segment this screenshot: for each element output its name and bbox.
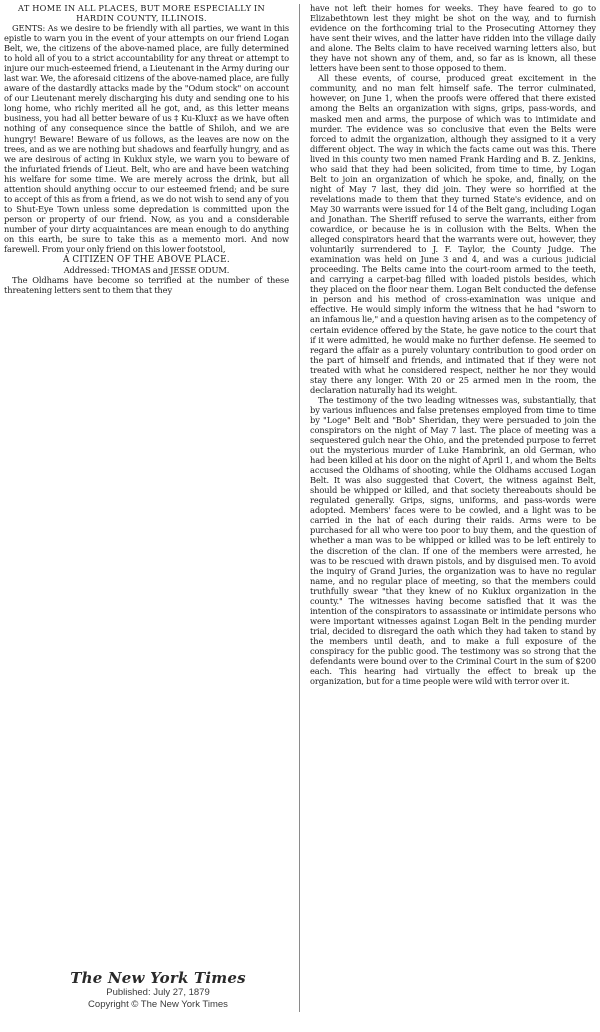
left-column	[4, 3, 289, 295]
nyt-masthead	[58, 970, 258, 1011]
column-divider	[299, 4, 300, 1012]
right-column	[310, 3, 596, 686]
letter-headline: AT HOME IN ALL PLACES, BUT MORE ESPECIALLY IN HARDIN COUNTY, ILLINOIS.	[18, 3, 265, 23]
article-paragraph-3: The testimony of the two leading witnesses was, substantially, that by various influences and false pretenses employed from time to time by "Loge" Belt and "Bob" Sheridan, they were persuaded to join the conspirators on the night of May 7 last. The place of meeting was a sequestered gulch near the Ohio, and the pretended purpose to ferret out the mysterious murder of Luke Hambrink, an old German, who had been killed at his door on the night of April 1, and whom the Belts accused the Oldhams of shooting, while the Oldhams accused Logan Belt. It was also suggested that Covert, the witness against Belt, should be whipped or killed, and that society thereabouts should be regulated generally. Grips, signs, uniforms, and pass-words were adopted. Members' faces were to be cowled, and a light was to be carried in the hat of each during their raids. Arms were to be purchased for all who were too poor to buy them, and the question of whether a man was to be whipped or killed was to be left entirely to the discretion of the clan. If one of the members were arrested, he was to be rescued with drawn pistols, and by disguised men. To avoid the inquiry of Grand Juries, the organization was to have no regular name, and no regular place of meeting, so that the members could truthfully swear "that they knew of no Kuklux organization in the county." The witnesses having become satisfied that it was the intention of the conspirators to assassinate or intimidate persons who were important witnesses against Logan Belt in the pending murder trial, decided to disregard the oath which they had taken to stand by the members until death, and to make a full exposure of the conspiracy for the public good. The testimony was so strong that the defendants were bound over to the Criminal Court in the sum of $200 each. This hearing had virtually the effect to break up the organization, but for a time people were wild with terror over it.	[310, 394, 596, 687]
nyt-logo: The New York Times	[70, 969, 246, 987]
copyright-notice: Copyright © The New York Times	[88, 999, 228, 1010]
article-paragraph-2: All these events, of course, produced great excitement in the community, and no man felt himself safe. The terror culminated, however, on June 1, when the proofs were offered that there existed among the Belts an organization with signs, grips, pass-words, and masked men and arms, the purpose of which was to intimidate and murder. The evidence was so conclusive that even the Belts were forced to admit the organization, although they assigned to it a very different object. The way in which the facts came out was this. There lived in this county two men named Frank Harding and B. Z. Jenkins, who said that they had been solicited, from time to time, by Logan Belt to join an organization of which he spoke, and, finally, on the night of May 7 last, they did join. They were so horrified at the revelations made to them that they turned State's evidence, and on May 30 warrants were issued for 14 of the Belt gang, including Logan and Jonathan. The Sheriff refused to serve the warrants, either from cowardice, or because he is in collusion with the Belts. When the alleged conspirators heard that the warrants were out, however, they voluntarily surrendered to J. F. Taylor, the County Judge. The examination was held on June 3 and 4, and was a curious judicial proceeding. The Belts came into the court-room armed to the teeth, and carrying a carpet-bag filled with loaded pistols besides, which they placed on the floor near them. Logan Belt conducted the defense in person and his method of cross-examination was unique and effective. He would simply inform the witness that he had "sworn to an infamous lie," and a question having arisen as to the competency of certain evidence offered by the State, he gave notice to the court that if it were admitted, he would make no further defense. He seemed to regard the affair as a purely voluntary contribution to good order on the part of himself and friends, and intimated that if they were not treated with what he considered respect, neither he nor they would stay there any longer. With 20 or 25 armed men in the room, the declaration naturally had its weight.	[310, 73, 596, 395]
letter-body: GENTS: As we desire to be friendly with all parties, we want in this epistle to warn you in the event of your attempts on our friend Logan Belt, we, the citizens of the above-named place, are fully determined to hold all of you to a strict accountability for any threat or attempt to injure our much-esteemed friend, a Lieutenant in the Army during our last war. We, the aforesaid citizens of the above-named place, are fully aware of the dastardly attacks made by the "Odum stock" on account of our Lieutenant merely discharging his duty and sending one to his long home, who richly merited all he got, and, as this letter means business, you had all better beware of us ‡ Ku-Klux‡ as we have often nothing of any consequence since the battle of Shiloh, and we are hungry! Beware! Beware of us follows, as the leaves are now on the trees, and as we are nothing but shadows and fearfully hungry, and as we are desirous of acting in Kuklux style, we warn you to beware of the infuriated friends of Lieut. Belt, who are and have been watching his welfare for some time. We are merely across the drink, but all attention should anything occur to our esteemed friend; and be sure to accept of this as from a friend, as we do not wish to send any of you to Shut-Eye Town unless some depredation is committed upon the person or property of our friend. Now, as you and a considerable number of your dirty acquaintances are mean enough to do anything on this earth, be sure to take this as a memento mori. And now farewell. From your only friend on this lower footstool,	[4, 23, 289, 255]
article-paragraph-1: have not left their homes for weeks. They have feared to go to Elizabethtown lest they might be shot on the way, and to furnish evidence on the forthcoming trial to the Prosecuting Attorney they have sent their wives, and the latter have ridden into the village daily and alone. The Belts claim to have received warning letters also, but they have not shown any of them, and, so far as is known, all these letters have been sent to those opposed to them.	[310, 3, 596, 74]
letter-signature: A CITIZEN OF THE ABOVE PLACE.	[63, 255, 230, 266]
letter-addressee: Addressed: THOMAS and JESSE ODUM.	[63, 265, 230, 276]
publication-date: Published: July 27, 1879	[106, 987, 210, 998]
oldhams-paragraph: The Oldhams have become so terrified at the number of these threatening letters sent to them that they	[4, 275, 289, 296]
